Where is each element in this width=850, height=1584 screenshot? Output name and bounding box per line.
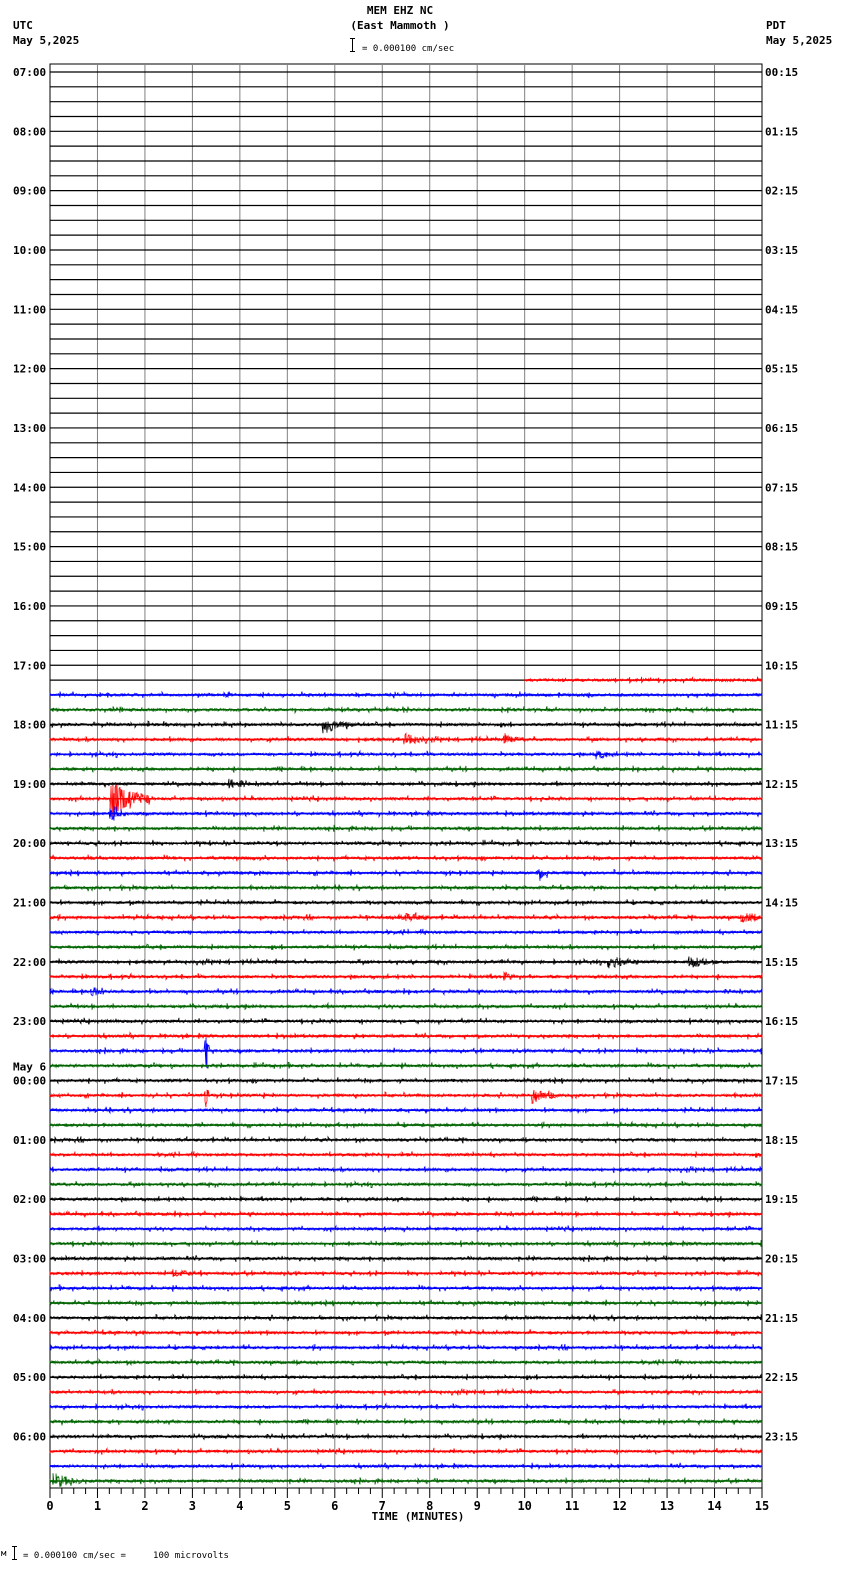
- left-date: May 5,2025: [13, 34, 80, 47]
- station-title: MEM EHZ NC: [366, 4, 434, 17]
- right-time-label: 14:15: [765, 896, 799, 910]
- trace-blue: [50, 806, 762, 820]
- left-time-label: 01:00: [13, 1133, 47, 1147]
- right-time-label: 11:15: [765, 718, 799, 732]
- trace-blue: [50, 691, 762, 698]
- x-tick-label: 6: [331, 1499, 339, 1513]
- right-time-label: 08:15: [765, 540, 799, 554]
- right-timezone: PDT: [766, 19, 786, 32]
- trace-green: [50, 1418, 762, 1425]
- left-time-label: 08:00: [13, 125, 47, 139]
- trace-red: [50, 1389, 762, 1396]
- left-time-label: 00:00: [13, 1074, 47, 1088]
- x-tick-label: 14: [707, 1499, 722, 1513]
- right-time-label: 20:15: [765, 1252, 799, 1266]
- right-time-label: 17:15: [765, 1074, 799, 1088]
- right-time-label: 15:15: [765, 955, 799, 969]
- scale-text: = 0.000100 cm/sec: [362, 44, 455, 54]
- left-time-label: 04:00: [13, 1311, 47, 1325]
- trace-red: [50, 855, 762, 862]
- trace-red: [50, 785, 762, 817]
- trace-black: [50, 899, 762, 906]
- trace-red: [50, 1033, 762, 1040]
- left-time-label: 05:00: [13, 1371, 47, 1385]
- left-time-label: 12:00: [13, 362, 47, 376]
- x-tick-label: 5: [283, 1499, 291, 1513]
- left-time-label: 23:00: [13, 1015, 47, 1029]
- x-tick-label: 13: [659, 1499, 675, 1513]
- right-time-label: 13:15: [765, 837, 799, 851]
- left-time-label: 20:00: [13, 837, 47, 851]
- trace-green: [50, 766, 762, 773]
- station-location: (East Mammoth ): [350, 19, 450, 32]
- trace-black: [50, 779, 762, 788]
- trace-black: [50, 1018, 762, 1025]
- footer-scale-bar-icon: [14, 1546, 21, 1560]
- right-time-label: 03:15: [765, 243, 799, 257]
- x-axis-label: TIME (MINUTES): [371, 1510, 465, 1523]
- left-time-label: 18:00: [13, 718, 47, 732]
- left-time-label: 21:00: [13, 896, 47, 910]
- left-timezone: UTC: [13, 19, 33, 32]
- left-time-label: 07:00: [13, 66, 47, 79]
- left-time-label: 11:00: [13, 303, 47, 317]
- left-time-label: 06:00: [13, 1430, 47, 1444]
- left-time-label: 03:00: [13, 1252, 47, 1266]
- right-date: May 5,2025: [766, 34, 833, 47]
- x-tick-label: 8: [426, 1499, 434, 1513]
- left-time-label: 13:00: [13, 421, 47, 435]
- right-time-label: 04:15: [765, 303, 799, 317]
- trace-red: [50, 1329, 762, 1336]
- right-time-label: 09:15: [765, 599, 799, 613]
- left-time-label: 14:00: [13, 481, 47, 495]
- right-time-label: 21:15: [765, 1311, 799, 1325]
- x-tick-label: 2: [141, 1499, 149, 1513]
- trace-red: [50, 1211, 762, 1218]
- right-time-label: 19:15: [765, 1193, 799, 1207]
- left-time-label: 16:00: [13, 599, 47, 613]
- trace-black: [50, 1314, 762, 1321]
- right-time-label: 22:15: [765, 1371, 799, 1385]
- x-tick-label: 4: [236, 1499, 244, 1513]
- trace-green: [50, 944, 762, 951]
- right-time-label: 00:15: [765, 66, 799, 79]
- x-tick-label: 7: [378, 1499, 386, 1513]
- x-tick-label: 3: [188, 1499, 197, 1513]
- right-time-label: 10:15: [765, 659, 799, 673]
- right-time-label: 12:15: [765, 777, 799, 791]
- right-time-label: 05:15: [765, 362, 799, 376]
- x-tick-label: 1: [93, 1499, 102, 1513]
- left-time-label: 15:00: [13, 540, 47, 554]
- trace-black: [50, 1255, 762, 1262]
- right-time-label: 02:15: [765, 184, 799, 198]
- left-date-label: May 6: [13, 1060, 47, 1074]
- trace-red: [50, 972, 762, 981]
- trace-blue: [50, 929, 762, 936]
- trace-blue: [50, 1285, 762, 1292]
- x-tick-label: 0: [46, 1499, 54, 1513]
- left-time-label: 10:00: [13, 243, 47, 257]
- left-time-label: 02:00: [13, 1193, 47, 1207]
- right-time-label: 18:15: [765, 1133, 799, 1147]
- left-time-label: 17:00: [13, 659, 47, 673]
- right-time-label: 06:15: [765, 421, 799, 435]
- x-tick-label: 11: [564, 1499, 580, 1513]
- x-tick-label: 9: [473, 1499, 481, 1513]
- left-time-label: 22:00: [13, 955, 47, 969]
- x-tick-label: 12: [612, 1499, 627, 1513]
- trace-red: [50, 1090, 762, 1108]
- trace-blue: [50, 1225, 762, 1232]
- footer-scale-prefix: м: [1, 1549, 7, 1559]
- right-time-label: 16:15: [765, 1015, 799, 1029]
- trace-green: [50, 1003, 762, 1010]
- right-time-label: 07:15: [765, 481, 799, 495]
- x-tick-label: 10: [517, 1499, 532, 1513]
- right-time-label: 01:15: [765, 125, 799, 139]
- trace-blue: [50, 869, 762, 881]
- trace-red: [50, 912, 762, 922]
- right-time-label: 23:15: [765, 1430, 799, 1444]
- trace-black: [50, 840, 762, 847]
- trace-green: [50, 1473, 762, 1487]
- trace-green: [50, 1300, 762, 1307]
- x-tick-label: 15: [754, 1499, 770, 1513]
- footer-scale-text: = 0.000100 cm/sec = 100 microvolts: [23, 1551, 229, 1561]
- left-time-label: 09:00: [13, 184, 47, 198]
- left-time-label: 19:00: [13, 777, 47, 791]
- trace-black: [50, 721, 762, 733]
